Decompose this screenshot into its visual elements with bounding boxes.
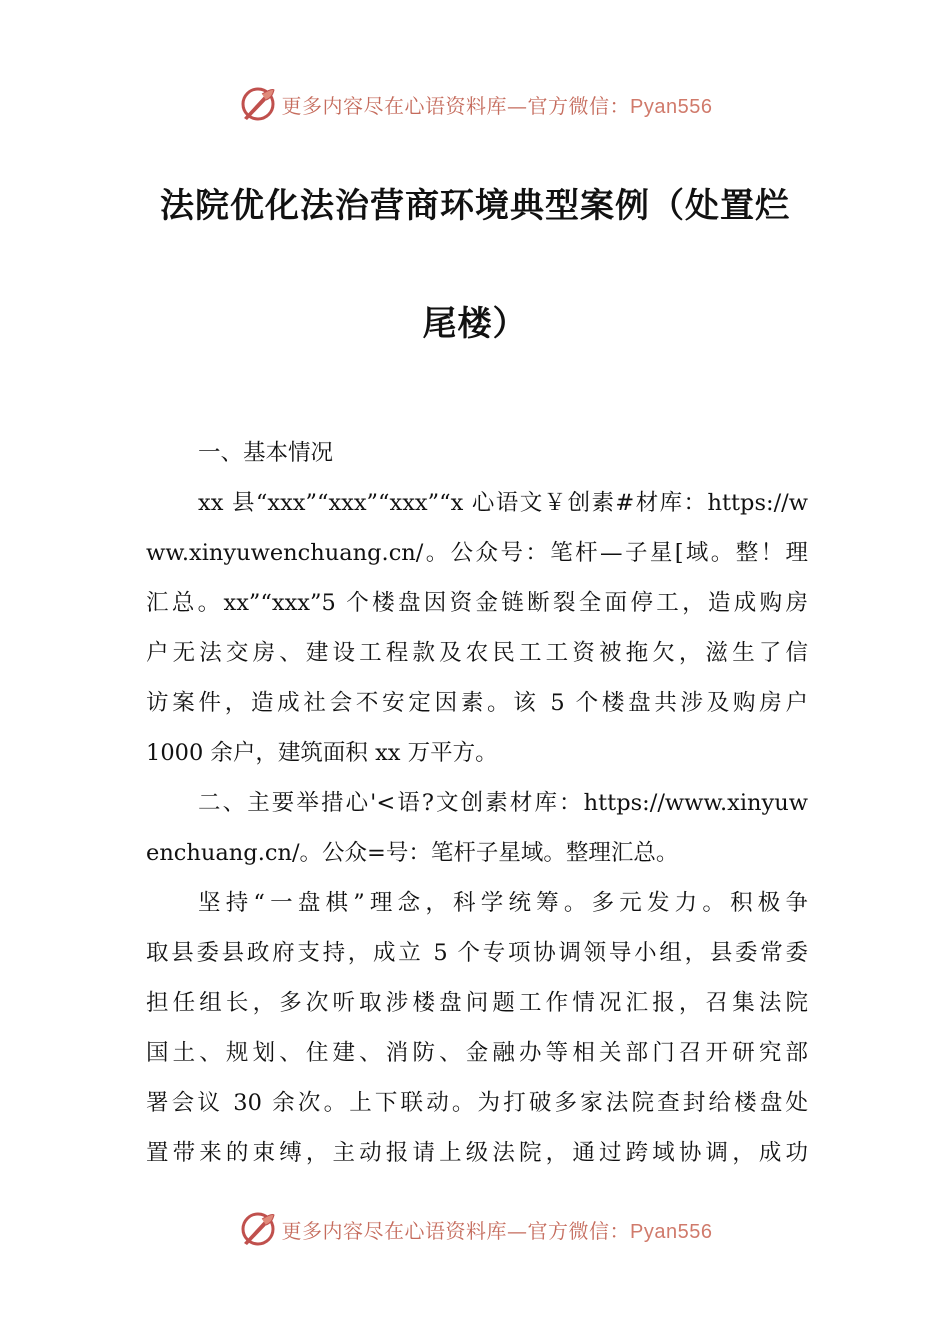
body-line: 置带来的束缚，主动报请上级法院，通过跨域协调，成功 [146, 1140, 808, 1166]
section-heading: 一、基本情况 [198, 440, 334, 466]
body-line: 坚持“一盘棋”理念，科学统筹。多元发力。积极争 [198, 890, 808, 916]
watermark-banner-top [0, 82, 950, 126]
body-line: ww.xinyuwenchuang.cn/。公众号：笔杆—子星[域。整！理 [146, 540, 808, 566]
watermark-banner-bottom [0, 1207, 950, 1251]
body-line: 1000 余户，建筑面积 xx 万平方。 [146, 740, 498, 766]
watermark-text: 更多内容尽在心语资料库—官方微信：Pyan556 [281, 1218, 713, 1243]
body-line: 访案件，造成社会不安定因素。该 5 个楼盘共涉及购房户 [146, 690, 808, 716]
body-line: enchuang.cn/。公众=号：笔杆子星域。整理汇总。 [146, 840, 679, 866]
watermark-text: 更多内容尽在心语资料库—官方微信：Pyan556 [281, 93, 713, 118]
body-line: 署会议 30 余次。上下联动。为打破多家法院查封给楼盘处 [146, 1090, 808, 1116]
body-line: 汇总。xx”“xxx”5 个楼盘因资金链断裂全面停工，造成购房 [146, 590, 808, 616]
document-title-line-1: 法院优化法治营商环境典型案例（处置烂 [160, 186, 790, 226]
quill-logo-icon [238, 84, 278, 124]
quill-logo-icon [238, 1209, 278, 1249]
section-heading: 二、主要举措心'<语?文创素材库：https://www.xinyuw [198, 790, 808, 816]
body-line: xx 县“xxx”“xxx”“xxx”“x 心语文￥创素#材库：https://w [198, 490, 808, 516]
body-line: 取县委县政府支持，成立 5 个专项协调领导小组，县委常委 [146, 940, 808, 966]
body-line: 担任组长，多次听取涉楼盘问题工作情况汇报，召集法院 [146, 990, 808, 1016]
document-title-line-2: 尾楼） [422, 304, 528, 344]
body-line: 国土、规划、住建、消防、金融办等相关部门召开研究部 [146, 1040, 808, 1066]
document-body [146, 428, 808, 1178]
body-line: 户无法交房、建设工程款及农民工工资被拖欠，滋生了信 [146, 640, 808, 666]
